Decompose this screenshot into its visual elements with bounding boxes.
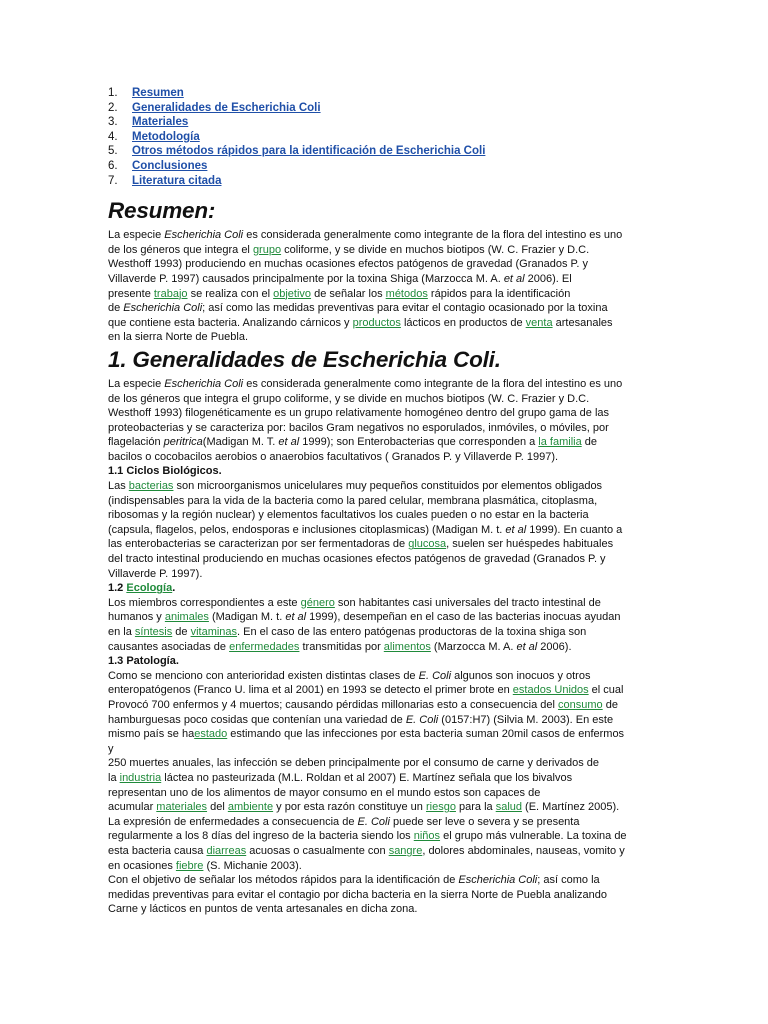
subheading-ciclos: 1.1 Ciclos Biológicos.: [108, 465, 222, 478]
toc-link-generalidades[interactable]: Generalidades de Escherichia Coli: [132, 101, 321, 114]
link-sangre[interactable]: sangre: [388, 844, 423, 857]
link-estado[interactable]: estado: [194, 728, 228, 741]
link-ecologia[interactable]: Ecología: [126, 582, 173, 595]
link-riesgo[interactable]: riesgo: [425, 801, 456, 814]
link-ambiente[interactable]: ambiente: [227, 801, 274, 814]
link-alimentos[interactable]: alimentos: [383, 640, 431, 653]
toc-item: 3. Materiales: [108, 116, 189, 129]
link-industria[interactable]: industria: [119, 771, 162, 784]
toc-item: 5. Otros métodos rápidos para la identificación de Escherichia Coli: [108, 145, 486, 158]
link-consumo[interactable]: consumo: [558, 698, 603, 711]
toc-item: 2. Generalidades de Escherichia Coli: [108, 101, 321, 114]
link-bacterias[interactable]: bacterias: [128, 480, 174, 493]
toc-link-materiales[interactable]: Materiales: [132, 116, 189, 129]
toc-item: 7. Literatura citada: [108, 174, 222, 187]
link-glucosa[interactable]: glucosa: [408, 538, 447, 551]
link-genero[interactable]: género: [300, 596, 335, 609]
toc-item: 4. Metodología: [108, 130, 200, 143]
link-salud[interactable]: salud: [495, 801, 522, 814]
document-page: [108, 86, 658, 917]
resumen-paragraph: La especie Escherichia Coli es considerada generalmente como integrante de la flora del intestino es uno de los géneros que integra el grupo coliforme, y se divide en muchos biotipos (W. C. Frazier y D.C. Westhoff 1993) produciendo en muchas ocasiones efectos patógenos de gravedad (Granados P. y Villaverde P. 1997) causados principalmente por la toxina Shiga (Marzocca M. A. et al 2006). El presente trabajo se realiza con el objetivo de señalar los métodos rápidos para la identificación de Escherichia Coli; así como las medidas preventivas para evitar el contagio ocasionado por la toxina que contiene esta bacteria. Analizando cárnicos y productos lácticos en productos de venta artesanales en la sierra Norte de Puebla.: [108, 229, 623, 344]
toc-link-otros-metodos[interactable]: Otros métodos rápidos para la identificación de Escherichia Coli: [132, 145, 486, 158]
link-animales[interactable]: animales: [164, 611, 209, 624]
link-diarreas[interactable]: diarreas: [206, 844, 247, 857]
subheading-ecologia: 1.2 Ecología.: [108, 582, 176, 595]
ciclos-paragraph: Las bacterias son microorganismos unicelulares muy pequeños constituidos por elementos obligados (indispensables para la vida de la bacteria como la pared celular, membrana plasmática, citoplasma, ribosomas y la región nuclear) y elementos facultativos los cuales pueden o no estar en la bacteria (capsula, flagelos, pelos, endosporas e inclusiones citoplasmicas) (Madigan M. t. et al 1999). En cuanto a las enterobacterias se caracterizan por ser fermentadoras de glucosa, suelen ser huéspedes habituales del tracto intestinal produciendo en muchas ocasiones efectos patógenos de gravedad (Granados P. y Villaverde P. 1997).: [108, 480, 623, 580]
patologia-paragraph: Como se menciono con anterioridad existen distintas clases de E. Coli algunos son inocuos y otros enteropatógenos (Franco U. lima et al 2001) en 1993 se detecto el primer brote en estados Unidos el cual Provocó 700 enfermos y 4 muertos; causando pérdidas millonarias esto a consecuencia del consumo de hamburguesas poco cosidas que contenían una variedad de E. Coli (0157:H7) (Silvia M. 2003). En este mismo país se haestado estimando que las infecciones por esta bacteria suman 20mil casos de enfermos y 250 muertes anuales, las infección se deben principalmente por el consumo de carne y derivados de la industria láctea no pasteurizada (M.L. Roldan et al 2007) E. Martínez señala que los bivalvos representan uno de los alimentos de mayor consumo en el mundo estos son capaces de acumular materiales del ambiente y por esta razón constituye un riesgo para la salud (E. Martínez 2005). La expresión de enfermedades a consecuencia de E. Coli puede ser leve o severa y se presenta regularmente a los 8 días del ingreso de la bacteria siendo los niños el grupo más vulnerable. La toxina de esta bacteria causa diarreas acuosas o casualmente con sangre, dolores abdominales, nauseas, vomito y en ocasiones fiebre (S. Michanie 2003). Con el objetivo de señalar los métodos rápidos para la identificación de Escherichia Coli; así como la medidas preventivas para evitar el contagio por dicha bacteria en la sierra Norte de Puebla analizando Carne y lácticos en puntos de venta artesanales en dicha zona.: [108, 669, 627, 916]
ecologia-paragraph: Los miembros correspondientes a este género son habitantes casi universales del tracto intestinal de humanos y animales (Madigan M. t. et al 1999), desempeñan en el caso de las bacterias inocuas ayudan en la síntesis de vitaminas. En el caso de las entero patógenas productoras de la toxina shiga son causantes asociadas de enfermedades transmitidas por alimentos (Marzocca M. A. et al 2006).: [108, 596, 621, 653]
link-sintesis[interactable]: síntesis: [134, 626, 173, 638]
link-ninos[interactable]: niños: [413, 830, 441, 843]
heading-generalidades: 1. Generalidades de Escherichia Coli.: [108, 346, 501, 372]
link-trabajo[interactable]: trabajo: [153, 287, 188, 300]
link-materiales[interactable]: materiales: [156, 801, 208, 814]
link-vitaminas[interactable]: vitaminas: [190, 626, 238, 638]
link-grupo[interactable]: grupo: [252, 243, 282, 256]
link-estados-unidos[interactable]: estados Unidos: [512, 684, 589, 697]
table-of-contents: [108, 86, 658, 188]
link-fiebre[interactable]: fiebre: [175, 859, 204, 872]
toc-link-literatura[interactable]: Literatura citada: [132, 174, 222, 187]
link-enfermedades[interactable]: enfermedades: [229, 640, 300, 653]
link-objetivo[interactable]: objetivo: [273, 287, 312, 300]
toc-link-resumen[interactable]: Resumen: [132, 87, 184, 99]
toc-item: 1. Resumen: [108, 87, 184, 99]
toc-link-metodologia[interactable]: Metodología: [132, 130, 200, 143]
generalidades-paragraph: La especie Escherichia Coli es considerada generalmente como integrante de la flora del intestino es uno de los géneros que integra el grupo coliforme, y se divide en muchos biotipos (W. C. Frazier y D.C. Westhoff 1993) filogenéticamente es un grupo relativamente homogéneo dentro del grupo gama de las proteobacterias y se caracteriza por: bacilos Gram negativos no esporulados, inmóviles, o móviles, por flagelación peritrica(Madigan M. T. et al 1999); son Enterobacterias que corresponden a la familia de bacilos o cocobacilos aerobios o anaerobios facultativos ( Granados P. y Villaverde P. 1997).: [108, 377, 623, 463]
link-la-familia[interactable]: la familia: [538, 436, 582, 449]
toc-link-conclusiones[interactable]: Conclusiones: [132, 159, 208, 172]
heading-resumen: Resumen:: [108, 198, 216, 224]
link-productos[interactable]: productos: [352, 316, 401, 329]
link-metodos[interactable]: métodos: [385, 287, 428, 300]
link-venta[interactable]: venta: [525, 316, 553, 329]
toc-item: 6. Conclusiones: [108, 159, 208, 172]
subheading-patologia: 1.3 Patología.: [108, 655, 179, 668]
